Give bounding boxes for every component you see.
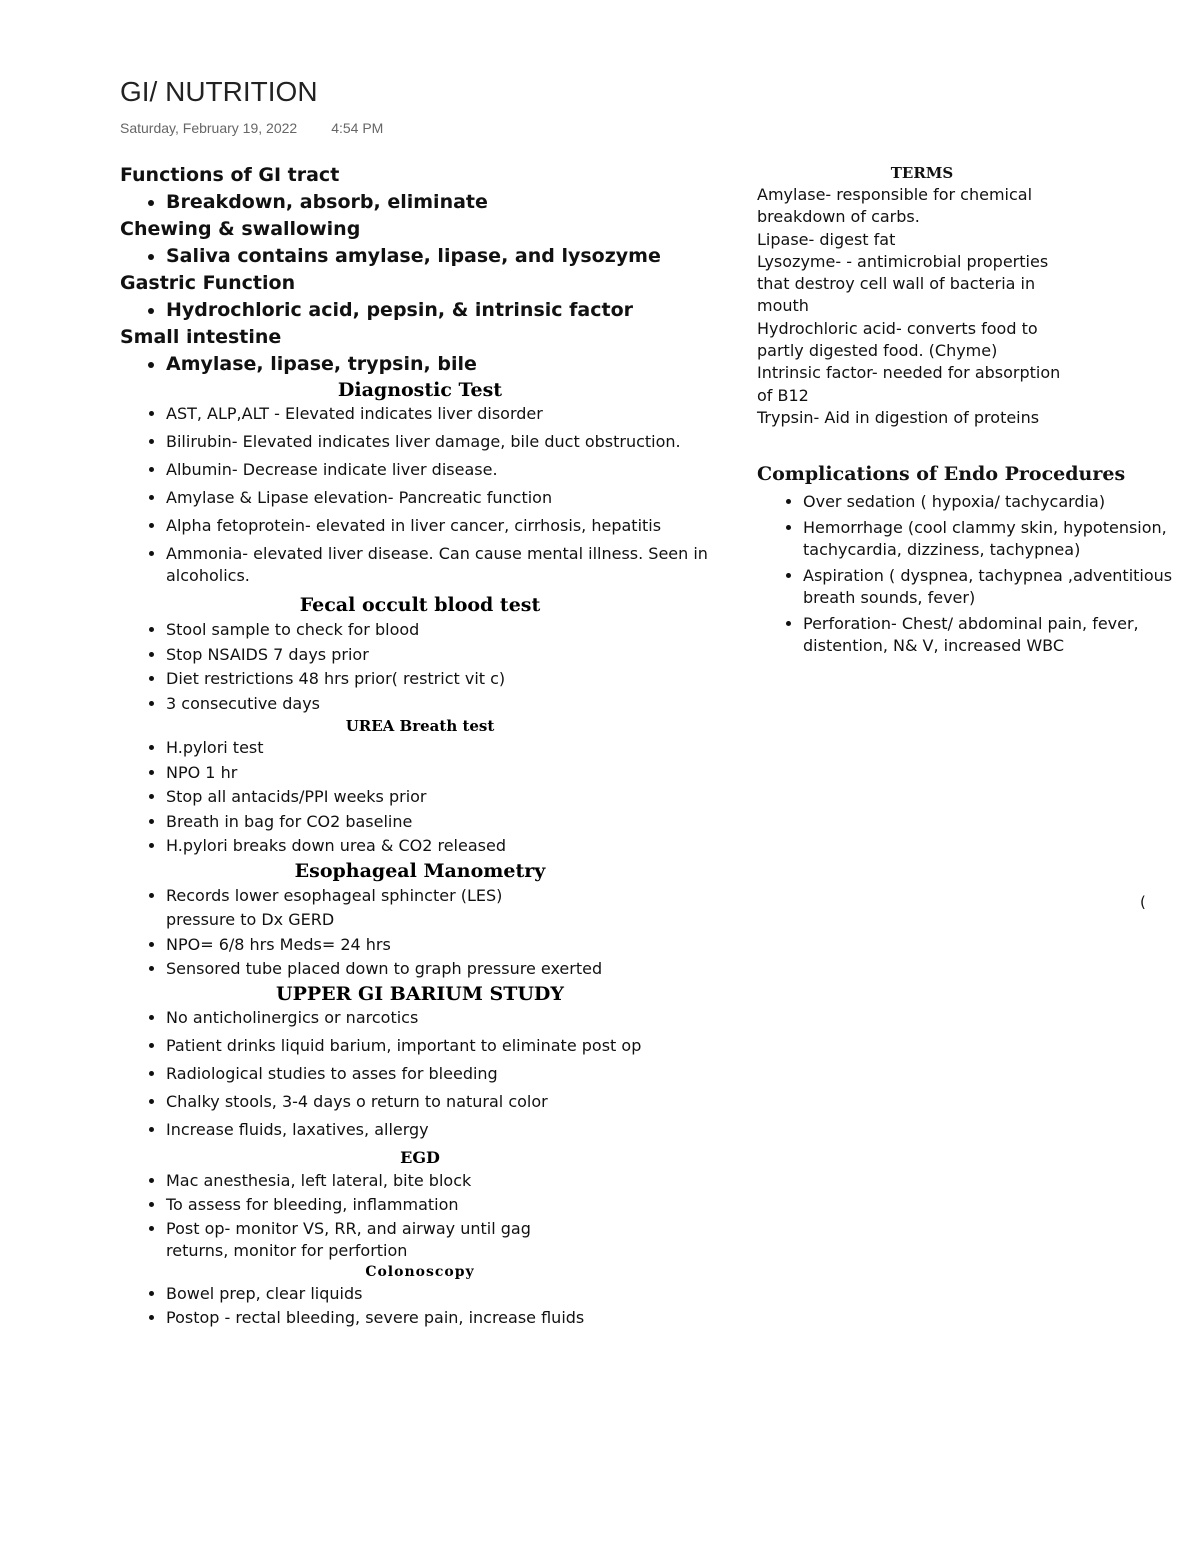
list-item: • Hemorrhage (cool clammy skin, hypotension, tachycardia, dizziness, tachypnea) <box>803 517 1197 561</box>
list-item: • Stool sample to check for blood <box>166 618 720 643</box>
terms-line: breakdown of carbs. <box>757 207 920 227</box>
terms-line: Lipase- digest fat <box>757 229 896 249</box>
diagnostic-test-list <box>120 403 720 587</box>
list-item: • Amylase & Lipase elevation- Pancreatic function <box>166 487 720 509</box>
terms-line: Intrinsic factor- needed for absorption <box>757 363 1061 383</box>
esophageal-manometry-list <box>120 884 720 982</box>
terms-line: partly digested food. (Chyme) <box>757 341 998 361</box>
list-item: • Increase fluids, laxatives, allergy <box>166 1119 720 1141</box>
terms-block <box>757 184 1197 429</box>
list-item: • Radiological studies to asses for bleeding <box>166 1063 720 1085</box>
urea-breath-list <box>120 736 720 859</box>
list-item: • Over sedation ( hypoxia/ tachycardia) <box>803 491 1197 513</box>
terms-line: Amylase- responsible for chemical <box>757 185 1033 204</box>
functions-heading: Functions of GI tract <box>120 164 340 186</box>
list-item: • Alpha fetoprotein- elevated in liver cancer, cirrhosis, hepatitis <box>166 515 720 537</box>
small-intestine-heading: Small intestine <box>120 326 282 348</box>
complications-list <box>757 491 1197 657</box>
terms-line: Hydrochloric acid- converts food to <box>757 318 1038 338</box>
list-item: • No anticholinergics or narcotics <box>166 1007 720 1029</box>
right-column <box>757 162 1197 661</box>
list-item: • NPO= 6/8 hrs Meds= 24 hrs <box>166 933 720 958</box>
list-item: • To assess for bleeding, inflammation <box>166 1193 720 1218</box>
left-column <box>120 162 720 1331</box>
list-item: • Post op- monitor VS, RR, and airway until gag returns, monitor for perfortion <box>166 1218 720 1262</box>
page-title: GI/ NUTRITION <box>120 76 318 107</box>
functions-list <box>120 189 720 216</box>
gastric-list <box>120 297 720 324</box>
list-item: • AST, ALP,ALT - Elevated indicates liver disorder <box>166 403 720 425</box>
list-item: • Sensored tube placed down to graph pressure exerted <box>166 957 720 982</box>
diagnostic-test-title: Diagnostic Test <box>337 379 503 401</box>
upper-gi-list <box>120 1007 720 1141</box>
list-item: • Breath in bag for CO2 baseline <box>166 810 720 835</box>
esophageal-manometry-title: Esophageal Manometry <box>294 859 546 882</box>
list-item: • Amylase, lipase, trypsin, bile <box>166 351 720 378</box>
list-item: • Stop NSAIDS 7 days prior <box>166 643 720 668</box>
chewing-list <box>120 243 720 270</box>
list-item: • Stop all antacids/PPI weeks prior <box>166 785 720 810</box>
fecal-occult-title: Fecal occult blood test <box>299 594 541 616</box>
egd-title: EGD <box>400 1147 440 1167</box>
terms-line: Lysozyme- - antimicrobial properties <box>757 251 1049 271</box>
list-item: • Ammonia- elevated liver disease. Can cause mental illness. Seen in alcoholics. <box>166 543 720 587</box>
colonoscopy-list <box>120 1282 720 1331</box>
terms-line: Trypsin- Aid in digestion of proteins <box>757 407 1040 427</box>
terms-line: that destroy cell wall of bacteria in <box>757 274 1036 294</box>
list-item: • H.pylori breaks down urea & CO2 released <box>166 834 720 859</box>
list-item: • Albumin- Decrease indicate liver disease. <box>166 459 720 481</box>
upper-gi-title: UPPER GI BARIUM STUDY <box>276 982 564 1005</box>
colonoscopy-title: Colonoscopy <box>365 1263 475 1280</box>
egd-list <box>120 1169 720 1262</box>
complications-title: Complications of Endo Procedures <box>757 463 1126 486</box>
list-item: • Mac anesthesia, left lateral, bite block <box>166 1169 720 1194</box>
list-item: • NPO 1 hr <box>166 761 720 786</box>
list-item: • Breakdown, absorb, eliminate <box>166 189 720 216</box>
list-item: • Records lower esophageal sphincter (LES) pressure to Dx GERD <box>166 884 720 933</box>
page-time: 4:54 PM <box>331 120 384 136</box>
list-item: • Hydrochloric acid, pepsin, & intrinsic factor <box>166 297 720 324</box>
list-item: • Postop - rectal bleeding, severe pain, increase fluids <box>166 1306 720 1331</box>
list-item: • Saliva contains amylase, lipase, and lysozyme <box>166 243 720 270</box>
terms-line: mouth <box>757 296 809 316</box>
page-date: Saturday, February 19, 2022 <box>120 120 298 136</box>
chewing-heading: Chewing & swallowing <box>120 218 361 240</box>
terms-line: of B12 <box>757 385 809 405</box>
list-item: • Bowel prep, clear liquids <box>166 1282 720 1307</box>
small-intestine-list <box>120 351 720 378</box>
page-timestamp <box>120 120 383 136</box>
list-item: • 3 consecutive days <box>166 692 720 717</box>
list-item: • Chalky stools, 3-4 days o return to natural color <box>166 1091 720 1113</box>
list-item: • Patient drinks liquid barium, important to eliminate post op <box>166 1035 720 1057</box>
urea-breath-title: UREA Breath test <box>345 717 495 735</box>
stray-parenthesis: ( <box>1140 893 1146 911</box>
list-item: • Aspiration ( dyspnea, tachypnea ,adventitious breath sounds, fever) <box>803 565 1197 609</box>
list-item: • Diet restrictions 48 hrs prior( restrict vit c) <box>166 667 720 692</box>
list-item: • Perforation- Chest/ abdominal pain, fever, distention, N& V, increased WBC <box>803 613 1197 657</box>
terms-title: TERMS <box>890 164 954 182</box>
fecal-occult-list <box>120 618 720 716</box>
list-item: • H.pylori test <box>166 736 720 761</box>
gastric-heading: Gastric Function <box>120 272 296 294</box>
list-item: • Bilirubin- Elevated indicates liver damage, bile duct obstruction. <box>166 431 720 453</box>
